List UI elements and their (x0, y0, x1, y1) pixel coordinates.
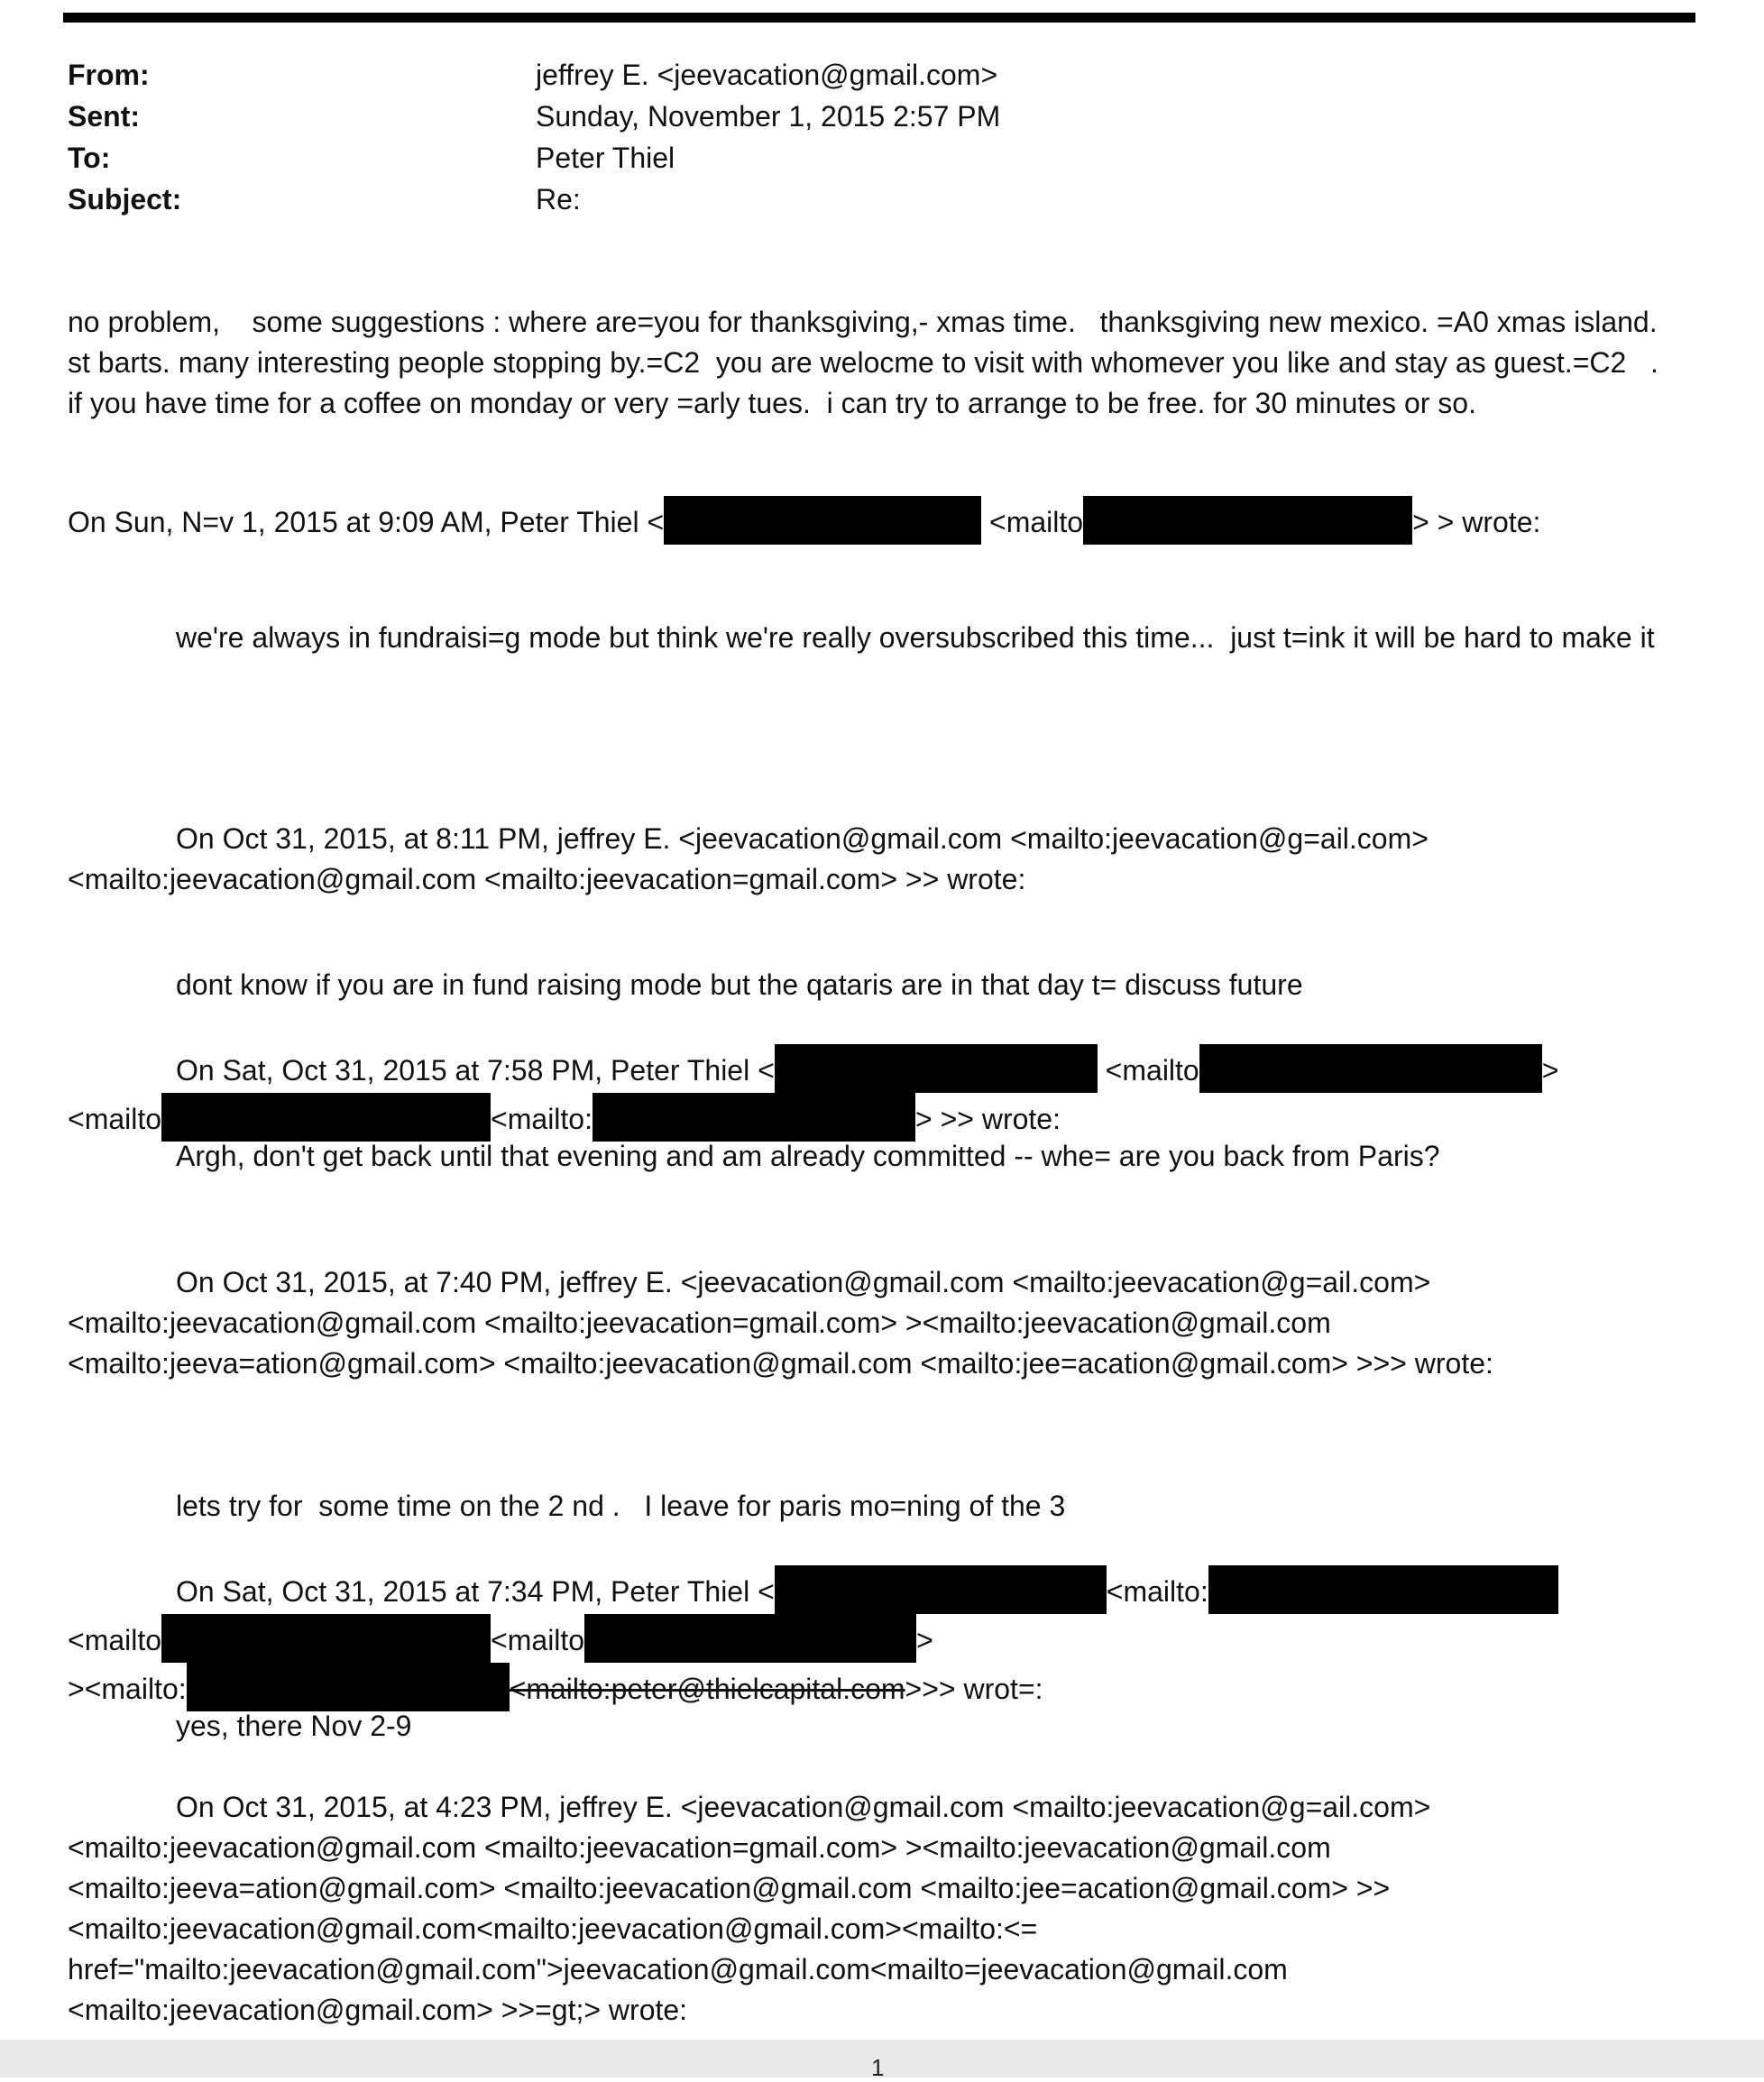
quote-text: <mailto: (1106, 1575, 1208, 1608)
body-paragraph (68, 302, 1691, 424)
quote-text: <mailto: (491, 1103, 593, 1135)
redaction-box (1208, 1565, 1558, 1614)
subject-label: Subject: (68, 183, 182, 216)
redaction-box (161, 1614, 491, 1663)
body-paragraph (68, 618, 1691, 658)
quote-text: On Sat, Oct 31, 2015 at 7:58 PM, Peter Thiel < (176, 1054, 775, 1087)
email-page (68, 54, 1691, 2026)
sent-label: Sent: (68, 100, 140, 133)
quote-text: <mailto (68, 1624, 162, 1656)
redaction-box (775, 1044, 1098, 1093)
quote-text: <mailto (491, 1624, 585, 1656)
quote-text: > > wrote: (1412, 506, 1541, 538)
quote-text: >>> wrot=: (905, 1673, 1043, 1705)
quote-line (68, 1614, 1691, 1663)
quote-text: <mailto (981, 506, 1084, 538)
redaction-box (593, 1093, 915, 1142)
to-label: To: (68, 142, 111, 174)
quote-line (68, 1663, 1691, 1711)
sent-value: Sunday, November 1, 2015 2:57 PM (536, 100, 1001, 133)
redaction-box (775, 1565, 1107, 1614)
quote-text: > (916, 1624, 933, 1656)
quoted-text: yes, there Nov 2-9 (176, 1710, 412, 1742)
quote-header (68, 1565, 1691, 1747)
quote-line (68, 1093, 1691, 1142)
reply-text: no problem, some suggestions : where are=you for thanksgiving,- xmas time. thanksgiving new mexico. =A0 xmas island. st barts. many interesting people stopping by.=C2 you are welocme to visit with whomever you like and stay as guest.=C2 . if you have time for a coffee on monday or very =arly tues. i can try to arrange to be free. for 30 minutes or so. (68, 306, 1683, 419)
quote-text: ><mailto: (68, 1673, 187, 1705)
quote-text: On Sun, N=v 1, 2015 at 9:09 AM, Peter Thiel < (68, 506, 665, 538)
quote-line (68, 1565, 1691, 1614)
redaction-box (187, 1663, 510, 1711)
to-value: Peter Thiel (536, 142, 675, 174)
quoted-text: we're always in fundraisi=g mode but think we're really oversubscribed this time... just t=ink it will be hard to make it (176, 621, 1655, 654)
quoted-text: dont know if you are in fund raising mode but the qataris are in that day t= discuss future (176, 968, 1303, 1001)
quote-text: On Sat, Oct 31, 2015 at 7:34 PM, Peter Thiel < (176, 1575, 775, 1608)
sent-row (68, 96, 1691, 137)
body-paragraph (68, 965, 1691, 1005)
from-label: From: (68, 59, 150, 91)
quote-line: On Oct 31, 2015, at 4:23 PM, jeffrey E. <jeevacation@gmail.com <mailto:jeevacation@g=ail.com> <mailto:jeevacation@gmail.com <mailto:jeevacation=gmail.com> ><mailto:jeevacation@gmail.com <mailto:jeeva=ation@gmail.com> <mailto:jeevacation@gmail.com <mailto:jee=acation@gmail.com> >><mailto:jeevacation@gmail.com<mailto:jeevacation@gmail.com><mailto:<= href="mailto:jeevacation@gmail.com">jeevacation@gmail.com<mailto=jeevacation@gmail.com <mailto:jeevacation@gmail.com> >>=gt;> wrote: (68, 1791, 1439, 2026)
redaction-box (584, 1614, 916, 1663)
quote-header (68, 1044, 1691, 1177)
quoted-text: Argh, don't get back until that evening and am already committed -- whe= are you back from Paris? (176, 1140, 1440, 1172)
quoted-text: lets try for some time on the 2 nd . I leave for paris mo=ning of the 3 (176, 1490, 1066, 1522)
page-number: 1 (871, 2054, 885, 2081)
quote-line (68, 1044, 1691, 1093)
email-header (68, 54, 1691, 220)
redaction-box (161, 1093, 491, 1142)
to-row (68, 137, 1691, 179)
quote-line: On Oct 31, 2015, at 7:40 PM, jeffrey E. <jeevacation@gmail.com <mailto:jeevacation@g=ail.com> <mailto:jeevacation@gmail.com <mailto:jeevacation=gmail.com> ><mailto:jeevacation@gmail.com <mailto:jeeva=ation@gmail.com> <mailto:jeevacation@gmail.com <mailto:jee=acation@gmail.com> >>> wrote: (68, 1266, 1493, 1380)
top-rule (63, 13, 1695, 23)
subject-value: Re: (536, 183, 581, 216)
redaction-box (664, 496, 981, 545)
from-value: jeffrey E. <jeevacation@gmail.com> (536, 59, 998, 91)
quote-text: > >> wrote: (914, 1103, 1061, 1135)
quote-line: On Oct 31, 2015, at 8:11 PM, jeffrey E. <jeevacation@gmail.com <mailto:jeevacation@g=ail.com> <mailto:jeevacation@gmail.com <mailto:jeevacation=gmail.com> >> wrote: (68, 822, 1437, 895)
quote-header (68, 1787, 1691, 2031)
quote-text: <mailto:peter@thielcapital.com (509, 1673, 905, 1705)
body-paragraph (68, 1486, 1691, 1527)
redaction-box (1083, 496, 1412, 545)
quote-header (68, 496, 1691, 545)
redaction-box (1199, 1044, 1542, 1093)
quote-text: <mailto (68, 1103, 162, 1135)
quote-line (68, 496, 1691, 545)
subject-row (68, 179, 1691, 220)
from-row (68, 54, 1691, 96)
quote-text: <mailto (1097, 1054, 1199, 1087)
quote-text: > (1541, 1054, 1559, 1087)
quote-header (68, 819, 1691, 900)
quote-header (68, 1262, 1691, 1384)
